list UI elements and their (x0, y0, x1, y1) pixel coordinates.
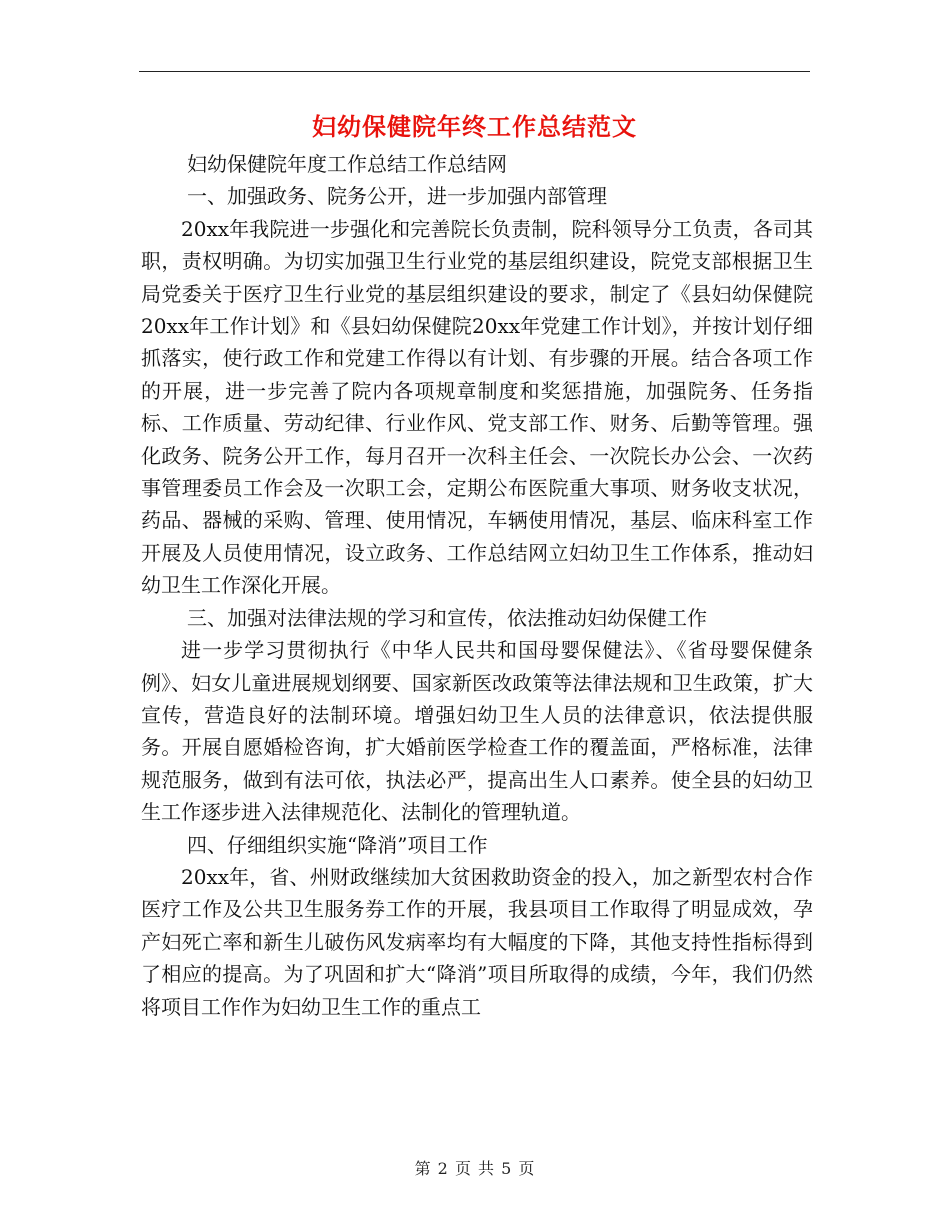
subtitle-line: 妇幼保健院年度工作总结工作总结网 (187, 152, 507, 176)
section-heading-4: 四、仔细组织实施“降消”项目工作 (187, 832, 488, 857)
paragraph-3: 20xx年，省、州财政继续加大贫困救助资金的投入，加之新型农村合作医疗工作及公共卫生服务券工作的开展，我县项目工作取得了明显成效，孕产妇死亡率和新生儿破伤风发病率均有大幅度的下降，其他支持性指标得到了相应的提高。为了巩固和扩大“降消”项目所取得的成绩，今年，我们仍然将项目工作作为妇幼卫生工作的重点工 (141, 864, 813, 1019)
header-rule (139, 71, 810, 72)
page-number: 第 2 页 共 5 页 (414, 1159, 536, 1178)
document-title: 妇幼保健院年终工作总结范文 (312, 112, 637, 141)
paragraph-2: 进一步学习贯彻执行《中华人民共和国母婴保健法》、《省母婴保健条例》、妇女儿童进展规划纲要、国家新医改政策等法律法规和卫生政策，扩大宣传，营造良好的法制环境。增强妇幼卫生人员的法律意识，依法提供服务。开展自愿婚检咨询，扩大婚前医学检查工作的覆盖面，严格标准，法律规范服务，做到有法可依，执法必严，提高出生人口素养。使全县的妇幼卫生工作逐步进入法律规范化、法制化的管理轨道。 (141, 638, 813, 825)
document-body (141, 148, 813, 1023)
section-heading-1: 一、加强政务、院务公开，进一步加强内部管理 (187, 184, 607, 209)
section-heading-3: 三、加强对法律法规的学习和宣传，依法推动妇幼保健工作 (187, 605, 707, 630)
paragraph-1: 20xx年我院进一步强化和完善院长负责制，院科领导分工负责，各司其职，责权明确。为切实加强卫生行业党的基层组织建设，院党支部根据卫生局党委关于医疗卫生行业党的基层组织建设的要求，制定了《县妇幼保健院20xx年工作计划》和《县妇幼保健院20xx年党建工作计划》，并按计划仔细抓落实，使行政工作和党建工作得以有计划、有步骤的开展。结合各项工作的开展，进一步完善了院内各项规章制度和奖惩措施，加强院务、任务指标、工作质量、劳动纪律、行业作风、党支部工作、财务、后勤等管理。强化政务、院务公开工作，每月召开一次科主任会、一次院长办公会、一次药事管理委员工作会及一次职工会，定期公布医院重大事项、财务收支状况，药品、器械的采购、管理、使用情况，车辆使用情况，基层、临床科室工作开展及人员使用情况，设立政务、工作总结网立妇幼卫生工作体系，推动妇幼卫生工作深化开展。 (141, 216, 813, 598)
